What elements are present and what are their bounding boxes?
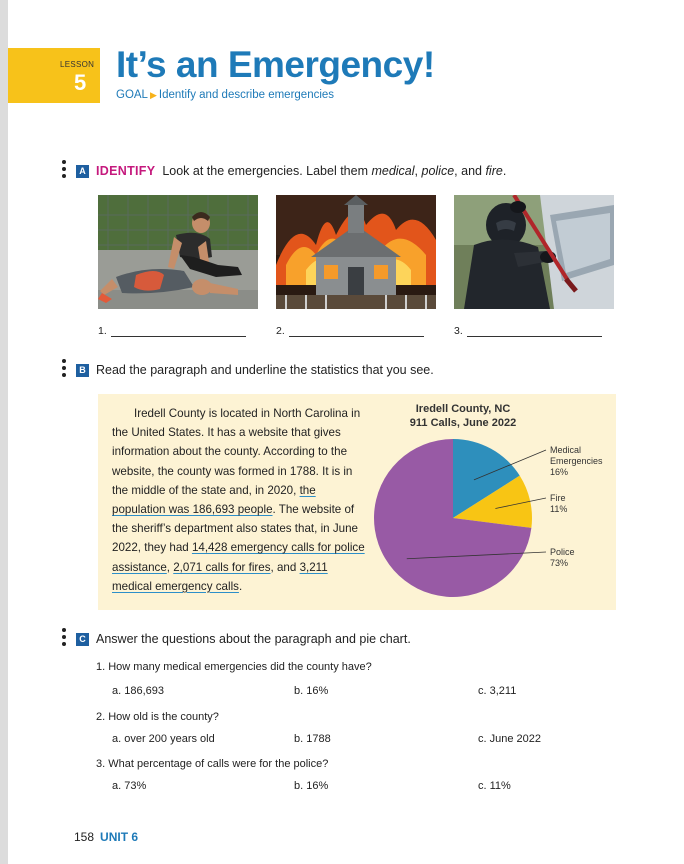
label-police: police <box>421 164 455 178</box>
question-3-option-c[interactable]: c. 11% <box>478 780 511 792</box>
question-3-option-a[interactable]: a. 73% <box>112 780 147 792</box>
photo-police-emergency <box>454 195 614 309</box>
answer-blank-3 <box>454 325 602 337</box>
page-footer <box>74 830 138 844</box>
reading-panel <box>98 394 616 610</box>
slice-percent-label: 16% <box>550 467 569 477</box>
blank-number: 1. <box>98 325 107 337</box>
section-b-instruction: Read the paragraph and underline the statistics that you see. <box>96 363 434 377</box>
label-fire: fire <box>485 164 503 178</box>
slice-label: Fire <box>550 493 566 503</box>
question-2: 2. How old is the county? <box>96 711 219 723</box>
section-c-badge: C <box>76 633 89 646</box>
slice-label: Medical <box>550 445 582 455</box>
underlined-statistic: 14,428 emergency calls for police assistance <box>112 541 365 574</box>
question-1-option-c[interactable]: c. 3,211 <box>478 685 517 697</box>
lesson-label: LESSON <box>60 60 95 69</box>
paragraph-text: Iredell County is located in North Carolina in the United States. It has a website that gives information about the county. According to the website, the county was formed in <box>112 407 361 478</box>
question-2-option-b[interactable]: b. 1788 <box>294 733 331 745</box>
period: . <box>502 164 507 178</box>
page-title: It’s an Emergency! <box>116 44 435 85</box>
section-b-badge: B <box>76 364 89 377</box>
question-1-option-a[interactable]: a. 186,693 <box>112 685 164 697</box>
section-c-instruction: Answer the questions about the paragraph and pie chart. <box>96 632 411 646</box>
answer-blank-2 <box>276 325 424 337</box>
underlined-statistic: 3,211 medical emergency calls <box>112 560 328 593</box>
chart-subtitle: 911 Calls, June 2022 <box>409 417 517 429</box>
paragraph-text: 1788 <box>289 464 316 478</box>
pair-work-icon <box>62 359 66 380</box>
section-a-badge: A <box>76 165 89 178</box>
answer-blank-1 <box>98 325 246 337</box>
answer-line[interactable] <box>111 326 246 337</box>
separator: , and <box>454 164 486 178</box>
section-a-instruction <box>96 164 506 178</box>
photo-medical-emergency <box>98 195 258 309</box>
goal-label: GOAL <box>116 89 148 101</box>
question-2-option-a[interactable]: a. over 200 years old <box>112 733 215 745</box>
photo-fire-emergency <box>276 195 436 309</box>
chart-title: Iredell County, NC <box>415 403 511 415</box>
slice-percent-label: 11% <box>550 504 568 514</box>
question-3-option-b[interactable]: b. 16% <box>294 780 329 792</box>
lesson-number: 5 <box>74 70 87 95</box>
pie-chart <box>98 394 616 610</box>
pair-work-icon <box>62 160 66 181</box>
goal-text: Identify and describe emergencies <box>158 89 335 101</box>
paragraph-text: , <box>166 560 174 574</box>
blank-number: 3. <box>454 325 463 337</box>
play-arrow-icon: ▶ <box>149 90 157 100</box>
lesson-badge <box>8 48 100 103</box>
slice-percent-label: 73% <box>550 558 569 568</box>
paragraph-text: . The website of the sheriff’s department also states that, in June 2022, they had <box>112 503 358 555</box>
label-medical: medical <box>371 164 415 178</box>
lesson-goal <box>116 89 334 101</box>
question-3: 3. What percentage of calls were for the police? <box>96 758 329 770</box>
question-1-option-b[interactable]: b. 16% <box>294 685 329 697</box>
slice-label: Police <box>550 547 575 557</box>
section-a-text: Look at the emergencies. Label them <box>162 164 372 178</box>
answer-line[interactable] <box>467 326 602 337</box>
section-a-keyword: IDENTIFY <box>96 164 156 178</box>
page-number: 158 <box>74 830 95 844</box>
pair-work-icon <box>62 628 66 649</box>
blank-number: 2. <box>276 325 285 337</box>
question-1: 1. How many medical emergencies did the county have? <box>96 661 372 673</box>
paragraph-text: . <box>238 579 243 593</box>
paragraph-text: , and <box>270 560 300 574</box>
underlined-statistic: the population was 186,693 people <box>112 483 316 517</box>
separator: , <box>414 164 422 178</box>
slice-label: Emergencies <box>550 456 603 466</box>
underlined-statistic: 2,071 calls for fires <box>173 560 271 574</box>
paragraph-text: . It is in the middle of the state and, in 2020, <box>112 464 353 497</box>
question-2-option-c[interactable]: c. June 2022 <box>478 733 541 745</box>
answer-line[interactable] <box>289 326 424 337</box>
unit-label: UNIT 6 <box>100 830 139 844</box>
